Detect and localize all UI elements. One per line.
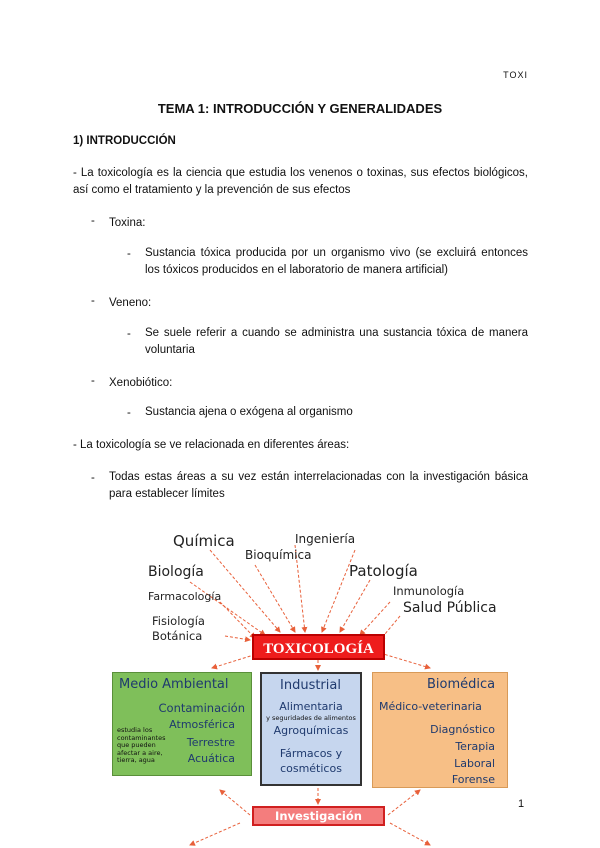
term-veneno: Veneno: (109, 297, 152, 309)
biomedica-item-medico: Médico-veterinaria (379, 700, 482, 713)
toxicologia-center: TOXICOLOGÍA (252, 634, 385, 660)
dash-toxina-def: - (127, 248, 131, 260)
label-patologia: Patología (349, 562, 418, 580)
def-toxina: Sustancia tóxica producida por un organismo vivo (se excluirá entonces los tóxicos producidos en el laboratorio de manera artificial) (145, 247, 528, 276)
biomedica-title: Biomédica (427, 677, 496, 692)
page-title: TEMA 1: INTRODUCCIÓN Y GENERALIDADES (157, 101, 443, 116)
medio-title: Medio Ambiental (119, 677, 229, 692)
dash-areas: - (91, 472, 95, 484)
dash-veneno-def: - (127, 328, 131, 340)
dash-veneno: - (91, 295, 95, 307)
label-quimica: Química (173, 532, 235, 550)
industrial-item-seguridad: y seguridades de alimentos (266, 714, 356, 722)
label-inmunologia: Inmunología (393, 584, 465, 598)
investigacion-basica: Investigación básica (252, 806, 385, 826)
medio-item-terrestre: Terrestre (186, 736, 235, 749)
areas-paragraph: - La toxicología se ve relacionada en diferentes áreas: (73, 439, 350, 451)
biomedica-item-forense: Forense (451, 773, 495, 786)
industrial-item-farmacos: Fármacos y (279, 747, 343, 760)
label-fisiologia: Fisiología (152, 614, 205, 628)
biomedica-item-terapia: Terapia (455, 740, 495, 753)
industrial-item-agroquimicas: Agroquímicas (273, 724, 349, 737)
medio-item-atmosferica: Atmosférica (169, 718, 235, 731)
intro-paragraph: - La toxicología es la ciencia que estudia los venenos o toxinas, sus efectos biológicos, así como el tratamiento y la prevención de sus efectos (73, 167, 528, 196)
label-botanica: Botánica (152, 629, 203, 643)
industrial-item-cosmeticos: cosméticos (280, 762, 342, 775)
biomedica-item-diagnostico: Diagnóstico (430, 723, 495, 736)
box-biomedica (372, 672, 508, 788)
dash-xeno-def: - (127, 407, 131, 419)
section-heading: 1) INTRODUCCIÓN (73, 135, 176, 147)
label-bioquimica: Bioquímica (245, 548, 312, 562)
toxicology-diagram (90, 520, 520, 848)
label-salud-publica: Salud Pública (403, 600, 497, 616)
medio-item-acuatica: Acuática (187, 752, 235, 765)
medio-item-contaminacion: Contaminación (158, 701, 245, 715)
industrial-item-alimentaria: Alimentaria (279, 700, 343, 713)
label-biologia: Biología (148, 564, 204, 580)
term-xeno: Xenobiótico: (109, 377, 173, 389)
term-toxina: Toxina: (109, 217, 146, 229)
header-tag: TOXI (503, 70, 528, 80)
def-veneno: Se suele referir a cuando se administra una sustancia tóxica de manera voluntaria (145, 327, 528, 356)
label-ingenieria: Ingeniería (295, 532, 356, 546)
box-medio-ambiental (112, 672, 252, 776)
dash-toxina: - (91, 215, 95, 227)
dash-xeno: - (91, 375, 95, 387)
biomedica-item-laboral: Laboral (454, 757, 495, 770)
def-xeno: Sustancia ajena o exógena al organismo (145, 406, 353, 418)
medio-note: estudia los contaminantes que pueden afectar a aire, tierra, agua (117, 726, 166, 764)
areas-def: Todas estas áreas a su vez están interrelacionadas con la investigación básica para establecer límites (109, 471, 528, 500)
label-farmacologia: Farmacología (148, 590, 222, 603)
industrial-title: Industrial (280, 678, 341, 693)
page-number: 1 (518, 798, 525, 810)
box-industrial (260, 672, 362, 786)
